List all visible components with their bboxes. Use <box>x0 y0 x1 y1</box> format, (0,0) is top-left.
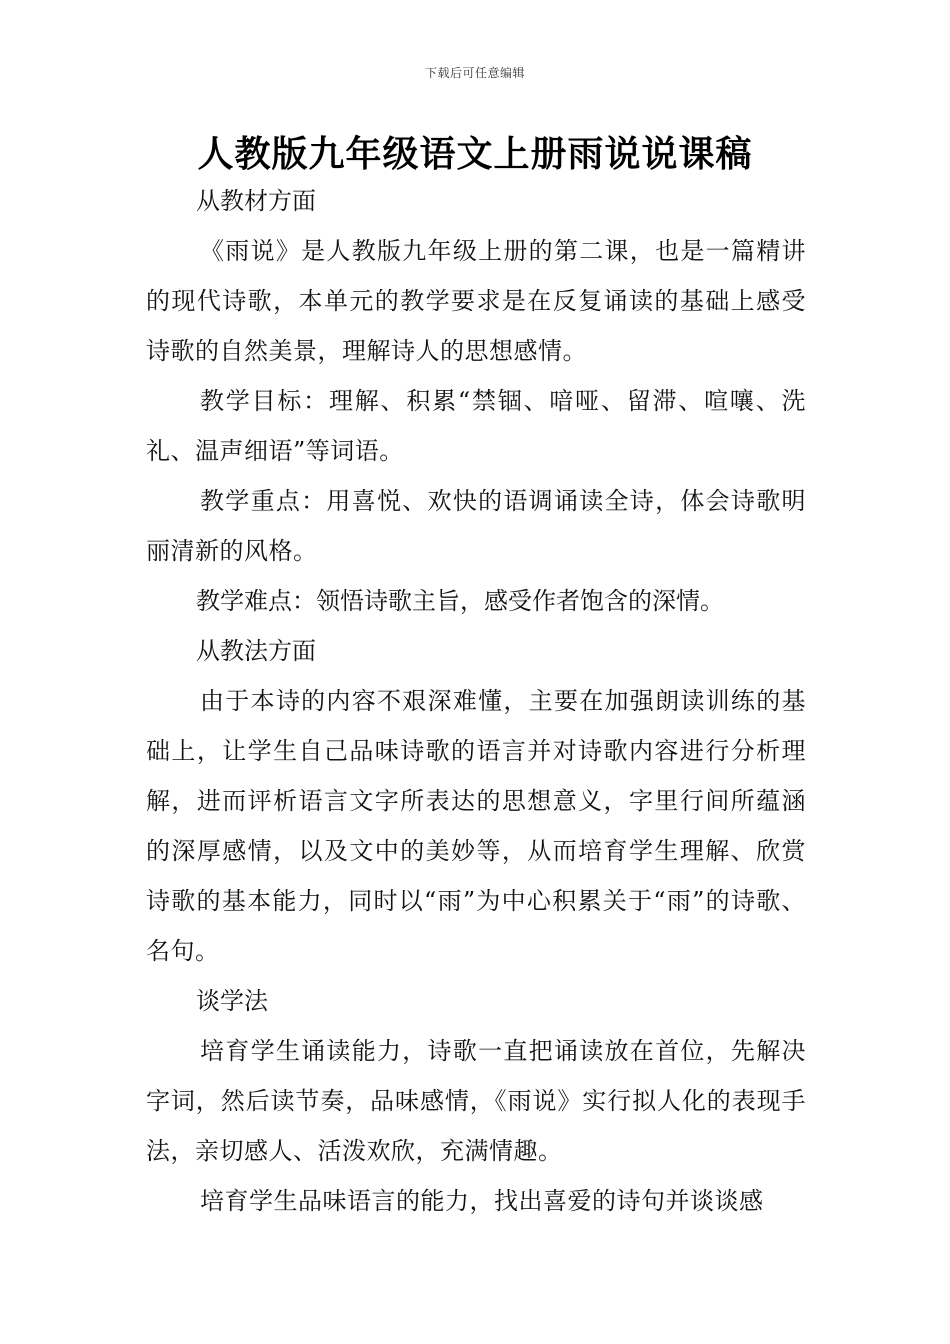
document-title: 人教版九年级语文上册雨说说课稿 <box>197 134 753 175</box>
section-heading-method: 从教法方面 <box>196 637 316 665</box>
document-body <box>146 176 806 1226</box>
paragraph: 培育学生品味语言的能力，找出喜爱的诗句并谈谈感 <box>200 1187 764 1215</box>
paragraph: 由于本诗的内容不艰深难懂，主要在加强朗读训练的基础上，让学生自己品味诗歌的语言并对诗歌内容进行分析理解，进而评析语言文字所表达的思想意义，字里行间所蕴涵的深厚感情，以及文中的美妙等，从而培育学生理解、欣赏诗歌的基本能力，同时以“雨”为中心积累关于“雨”的诗歌、名句。 <box>146 687 806 965</box>
section-heading-material: 从教材方面 <box>196 187 316 215</box>
section-heading-study: 谈学法 <box>196 987 268 1015</box>
paragraph: 培育学生诵读能力，诗歌一直把诵读放在首位，先解决字词，然后读节奏，品味感情，《雨说》实行拟人化的表现手法，亲切感人、活泼欢欣，充满情趣。 <box>146 1037 806 1165</box>
paragraph: 教学难点：领悟诗歌主旨，感受作者饱含的深情。 <box>196 587 724 615</box>
header-note: 下载后可任意编辑 <box>424 66 525 80</box>
paragraph: 《雨说》是人教版九年级上册的第二课，也是一篇精讲的现代诗歌，本单元的教学要求是在反复诵读的基础上感受诗歌的自然美景，理解诗人的思想感情。 <box>146 237 806 365</box>
paragraph: 教学重点：用喜悦、欢快的语调诵读全诗，体会诗歌明丽清新的风格。 <box>146 487 806 565</box>
paragraph: 教学目标：理解、积累“禁锢、喑哑、留滞、喧嚷、洗礼、温声细语”等词语。 <box>146 387 806 465</box>
